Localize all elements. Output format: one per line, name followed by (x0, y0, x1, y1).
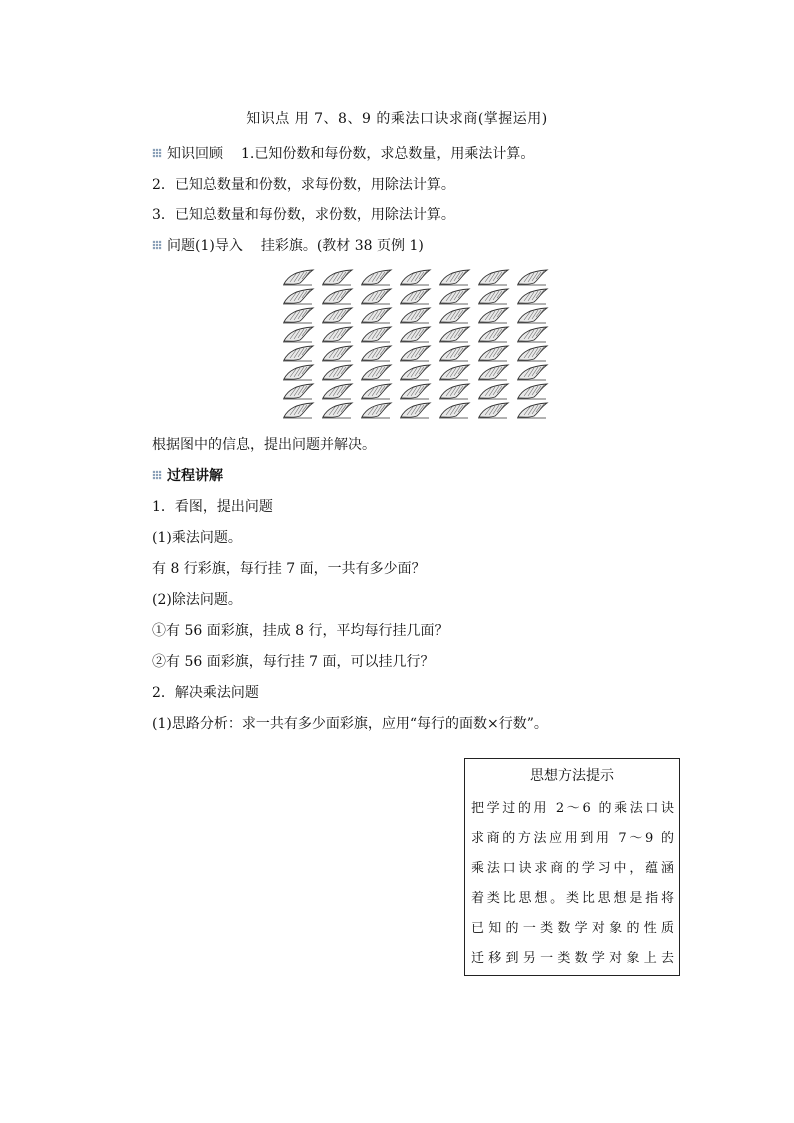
flag-icon (516, 401, 549, 420)
problem-section (152, 235, 424, 255)
review-item-3: 3．已知总数量和每份数，求份数，用除法计算。 (152, 207, 455, 223)
flag-icon (516, 268, 549, 287)
flag-icon (516, 306, 549, 325)
flag-icon (360, 268, 393, 287)
flag-icon (282, 363, 315, 382)
flag-icon (399, 325, 432, 344)
tip-line: 乘法口诀求商的学习中，蕴涵 (471, 861, 675, 876)
flag-icon (321, 306, 354, 325)
process-line: (1)思路分析：求一共有多少面彩旗，应用“每行的面数×行数”。 (152, 716, 548, 732)
process-line: (1)乘法问题。 (152, 530, 242, 546)
tip-title: 思想方法提示 (530, 768, 614, 784)
problem-text: 挂彩旗。(教材 38 页例 1) (260, 238, 424, 254)
flag-icon (321, 268, 354, 287)
tip-line: 求商的方法应用到用 7～9 的 (471, 831, 675, 846)
tip-line: 着类比思想。类比思想是指将 (471, 891, 675, 906)
problem-question: 根据图中的信息，提出问题并解决。 (152, 437, 376, 453)
flag-icon (477, 363, 510, 382)
process-line: ②有 56 面彩旗，每行挂 7 面，可以挂几行？ (152, 654, 435, 670)
flag-icon (438, 382, 471, 401)
flag-icon (477, 268, 510, 287)
flag-icon (360, 401, 393, 420)
review-section (152, 143, 534, 163)
section-marker-icon (152, 470, 162, 480)
flag-icon (399, 268, 432, 287)
flag-icon (282, 325, 315, 344)
flag-icon (282, 344, 315, 363)
flag-icon (438, 344, 471, 363)
page-title: 知识点 用 7、8、9 的乘法口诀求商(掌握运用) (246, 111, 548, 127)
process-section (152, 465, 223, 485)
flag-icon (399, 382, 432, 401)
flag-icon (477, 306, 510, 325)
flag-icon (399, 401, 432, 420)
flag-icon (399, 306, 432, 325)
flag-icon (516, 287, 549, 306)
flag-icon (438, 306, 471, 325)
flag-grid (282, 268, 549, 420)
flag-icon (321, 382, 354, 401)
tip-box (464, 758, 680, 976)
process-line: 有 8 行彩旗，每行挂 7 面，一共有多少面？ (152, 561, 426, 577)
flag-icon (321, 401, 354, 420)
flag-icon (360, 325, 393, 344)
flag-icon (360, 363, 393, 382)
flag-icon (516, 325, 549, 344)
flag-icon (282, 306, 315, 325)
flag-icon (360, 344, 393, 363)
process-line: 1．看图，提出问题 (152, 499, 273, 515)
process-line: ①有 56 面彩旗，挂成 8 行，平均每行挂几面？ (152, 623, 449, 639)
problem-heading: 问题(1)导入 (167, 238, 243, 254)
flag-icon (321, 363, 354, 382)
flag-icon (438, 401, 471, 420)
flag-icon (438, 363, 471, 382)
process-heading: 过程讲解 (167, 468, 223, 484)
flag-icon (360, 382, 393, 401)
flag-icon (516, 363, 549, 382)
tip-line: 把学过的用 2～6 的乘法口诀 (471, 801, 675, 816)
flag-icon (438, 325, 471, 344)
process-line: 2．解决乘法问题 (152, 685, 259, 701)
section-marker-icon (152, 240, 162, 250)
flag-icon (360, 306, 393, 325)
flag-icon (477, 382, 510, 401)
flag-icon (516, 382, 549, 401)
flag-icon (477, 287, 510, 306)
flag-icon (477, 344, 510, 363)
section-marker-icon (152, 148, 162, 158)
flag-icon (282, 382, 315, 401)
review-heading: 知识回顾 (167, 146, 223, 162)
flag-icon (438, 287, 471, 306)
flag-icon (399, 287, 432, 306)
flag-icon (516, 344, 549, 363)
review-item-1: 1.已知份数和每份数，求总数量，用乘法计算。 (241, 146, 535, 162)
flag-icon (360, 287, 393, 306)
flag-icon (282, 401, 315, 420)
flag-icon (477, 401, 510, 420)
flag-icon (477, 325, 510, 344)
flag-icon (321, 325, 354, 344)
flag-icon (438, 268, 471, 287)
flag-icon (282, 287, 315, 306)
flag-icon (282, 268, 315, 287)
flag-icon (399, 344, 432, 363)
flag-icon (399, 363, 432, 382)
process-line: (2)除法问题。 (152, 592, 242, 608)
flag-icon (321, 344, 354, 363)
review-item-2: 2．已知总数量和份数，求每份数，用除法计算。 (152, 177, 455, 193)
tip-line: 迁移到另一类数学对象上去 (471, 951, 675, 966)
flag-icon (321, 287, 354, 306)
tip-line: 已知的一类数学对象的性质 (471, 921, 675, 936)
